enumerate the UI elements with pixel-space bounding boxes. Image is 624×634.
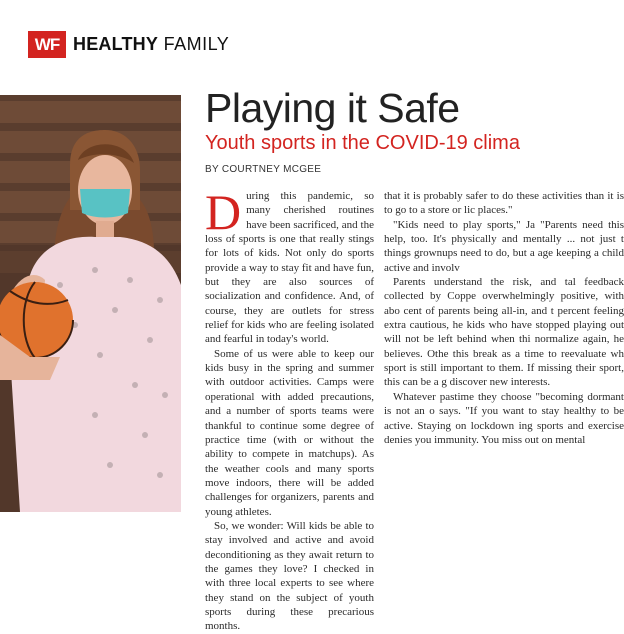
photo-illustration xyxy=(0,95,181,512)
paragraph: Whatever pastime they choose "becoming dormant is not an o says. "If you want to stay healthy to be active. Staying on lockdown ing sports and exercise denies you immunity. You miss out on mental xyxy=(384,390,624,446)
wf-logo: WF xyxy=(28,31,66,58)
paragraph-text: uring this pandemic, so many cherished routines have been sacrificed, and the loss of sports is one that really stings for lots of kids. Not only do sports provide a way to stay fit and have fun, but they are also sources of socialization and confidence. And, of course, they are outlets for stress relief for kids who are feeling isolated and fearful in today's world. xyxy=(205,190,374,346)
article-subtitle: Youth sports in the COVID-19 clima xyxy=(205,132,520,154)
paragraph xyxy=(205,184,374,347)
paragraph: that it is probably safer to do these activities than it is to go to a store or lic places." xyxy=(384,190,624,217)
section-title-light: FAMILY xyxy=(158,34,230,54)
section-title-bold: HEALTHY xyxy=(73,34,159,54)
paragraph: So, we wonder: Will kids be able to stay involved and active and avoid deconditioning as they await return to the games they love? I checked in with three local experts to see where they stand on the subject of youth sports during these precarious months. xyxy=(205,519,374,633)
paragraph: Parents understand the risk, and tal feedback collected by Coppe overwhelmingly positive, with abo cent of parents being all-in, and t percent feeling extra cautious, he kids who have stopped playing out will not be left behind when thi normalize again, he believes. Othe this break as a time to reevaluate wh sport is still important to them. If missing their sport, this can be a g discover new interests. xyxy=(384,276,624,389)
article-title: Playing it Safe xyxy=(205,85,460,131)
drop-cap: D xyxy=(205,184,242,240)
girl-with-basketball-photo xyxy=(0,95,181,512)
section-title xyxy=(73,33,229,55)
article-column-1 xyxy=(205,184,374,634)
paragraph: "Kids need to play sports," Ja "Parents need this help, too. It's physically and mentally ... not just t things grownups need to do, but a age keeping a child active and involv xyxy=(384,218,624,274)
article-byline: BY COURTNEY MCGEE xyxy=(205,164,322,175)
article-column-2 xyxy=(384,189,624,447)
paragraph: Some of us were able to keep our kids busy in the spring and summer with outdoor activities. Camps were operational with added precautions, and a number of sports teams were thankful to continue some degree of practice time (with or without the ability to compete in matchups). As the weather cools and many sports move indoors, there will be added challenges for organizers, parents and young athletes. xyxy=(205,347,374,518)
